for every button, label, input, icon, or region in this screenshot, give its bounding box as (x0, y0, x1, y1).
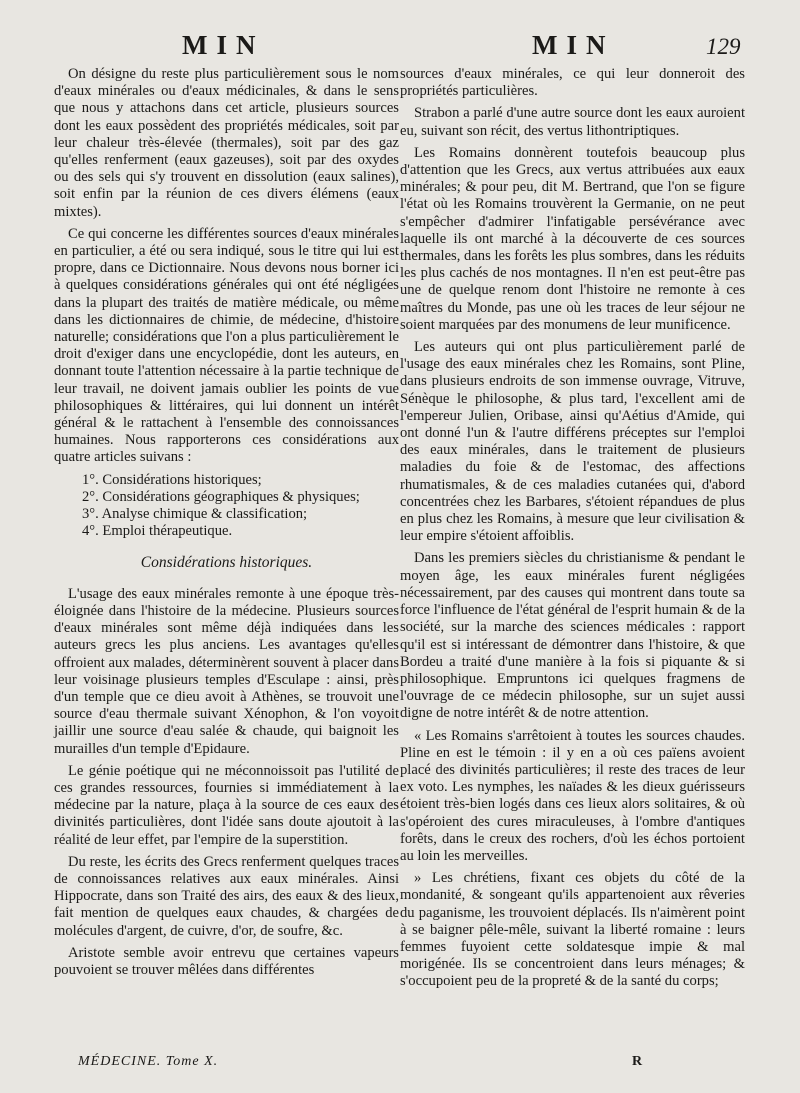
paragraph: Dans les premiers siècles du christianisme & pendant le moyen âge, les eaux minérales furent négligées nécessairement, par des causes qui montrent dans toute sa force l'influence de l'état général de l'esprit humain & de la société, sur la marche des sciences médicales : rapport qu'il est si intéressant de démontrer dans l'histoire, & que Bordeu a traité d'une manière à la fois si piquante & si philosophique. Empruntons ici quelques fragmens de l'ouvrage de ce médecin philosophe, sur un sujet aussi digne de notre intérêt & de notre attention. (400, 550, 745, 722)
running-head-right: MIN (532, 30, 615, 60)
paragraph: Du reste, les écrits des Grecs renferment quelques traces de connoissances relatives aux eaux minérales. Ainsi Hippocrate, dans son Traité des airs, des eaux & des lieux, fait mention de quelques eaux chaudes, & chargées de molécules d'argent, de cuivre, d'or, de soufre, &c. (54, 853, 399, 939)
list-item: 3°. Analyse chimique & classification; (82, 506, 308, 523)
list-item: 2°. Considérations géographiques & physiques; (82, 488, 360, 505)
paragraph: « Les Romains s'arrêtoient à toutes les sources chaudes. Pline en est le témoin : il y en a où ces païens avoient placé des divinités particulières; il reste des traces de leur ex voto. Les nymphes, les naïades & les dieux guérisseurs étoient très-bien logés dans ces lieux alors solitaires, & où s'opéroient des cures miraculeuses, à l'ombre d'antiques forêts, dans le creux des rochers, d'où les échos portoient au loin les merveilles. (400, 727, 745, 864)
paragraph: Ce qui concerne les différentes sources d'eaux minérales en particulier, a été ou sera indiqué, sous le titre qui lui est propre, dans ce Dictionnaire. Nous devons nous borner ici à quelques considérations générales qui ont été négligées dans la plupart des traités de matière médicale, ou même dans les dictionnaires de chimie, de médecine, d'histoire naturelle; considérations que l'on a plus particulièrement le droit d'exiger dans une encyclopédie, dont les auteurs, en donnant toute l'attention nécessaire à la partie technique de leur travail, ne doivent jamais oublier les points de vue philosophiques & littéraires, qui lui donnent un intérêt général & le rattachent à l'ensemble des connoissances humaines. Nous rapporterons ces considérations aux quatre articles suivans : (54, 225, 399, 466)
paragraph: Aristote semble avoir entrevu que certaines vapeurs pouvoient se trouver mêlées dans différentes (54, 944, 399, 978)
page-number: 129 (706, 34, 741, 59)
paragraph: Strabon a parlé d'une autre source dont les eaux auroient eu, suivant son récit, des vertus lithontriptiques. (400, 105, 745, 139)
paragraph: L'usage des eaux minérales remonte à une époque très-éloignée dans l'histoire de la médecine. Plusieurs sources d'eaux minérales sont même déjà indiquées dans les auteurs grecs les plus anciens. Les avantages qu'elles offroient aux malades, déterminèrent souvent à placer dans leur voisinage plusieurs temples d'Esculape : ainsi, près d'un temple que ce dieu avoit à Athènes, se trouvoit une source d'eau thermale suivant Xénophon, & l'on voyoit jaillir une source d'eau salée & chaude, qui baignoit les murailles d'un temple d'Epidaure. (54, 585, 399, 757)
list-item: 1°. Considérations historiques; (82, 471, 262, 488)
right-column (400, 66, 745, 996)
paragraph: sources d'eaux minérales, ce qui leur donneroit des propriétés particulières. (400, 66, 745, 100)
paragraph: On désigne du reste plus particulièrement sous le nom d'eaux minérales ou d'eaux médicinales, & dans le sens que nous y attachons dans cet article, plusieurs sources dont les eaux possèdent des propriétés médicales, soit par leur chaleur très-élevée (thermales), soit par des gaz qu'elles renferment (eaux gazeuses), soit par des oxydes ou des sels qui s'y trouvent en dissolution (eaux salines), soit enfin par la réunion de ces divers élémens (eaux mixtes). (54, 66, 399, 220)
section-heading: Considérations historiques. (140, 554, 313, 572)
paragraph: » Les chrétiens, fixant ces objets du côté de la mondanité, & songeant qu'ils appartenoient aux rêveries du paganisme, les trouvoient déplacés. Ils n'aimèrent point à se baigner pêle-mêle, suivant la liberté romaine : leurs femmes fuyoient cette soldatesque impie & mal morigénée. Ils se concentroient dans leurs ménages; & s'occupoient peu de la propreté & de la santé du corps; (400, 870, 745, 990)
paragraph: Les Romains donnèrent toutefois beaucoup plus d'attention que les Grecs, aux vertus attribuées aux eaux minérales; & pour peu, dit M. Bertrand, que l'on se figure l'état où les Romains trouvèrent la Germanie, on ne peut s'empêcher d'admirer l'infatigable persévérance avec laquelle ils ont marché à la découverte de ces sources thermales, dans les forêts les plus sombres, dans les réduits les plus cachés de nos montagnes. Il n'en est peut-être pas une de quelque renom dont l'histoire ne remonte à ces maîtres du Monde, pas une où les traces de leur séjour ne soient marquées par des monumens de leur munificence. (400, 144, 745, 333)
list-item: 4°. Emploi thérapeutique. (82, 523, 233, 540)
paragraph: Les auteurs qui ont plus particulièrement parlé de l'usage des eaux minérales chez les Romains, sont Pline, dans plusieurs endroits de son immense ouvrage, Vitruve, Sénèque le philosophe, & plus tard, l'excellent ami de l'empereur Julien, Oribase, ainsi qu'Aétius d'Amide, qui ont donné l'un & l'autre différens préceptes sur l'emploi des eaux minérales, dans le traitement de plusieurs maladies du foie & de l'estomac, des affections rhumatismales, & de ces maladies cutanées qui, d'abord concentrées chez les Barbares, s'étoient répandues de plus en plus chez les Romains, à mesure que leur civilisation & leur empire s'étoient affoiblis. (400, 339, 745, 545)
running-head-left: MIN (182, 30, 265, 60)
left-column (54, 66, 399, 984)
paragraph: Le génie poétique qui ne méconnoissoit pas l'utilité de ces grandes ressources, fournies si immédiatement à la médecine par la nature, plaça à la source de ces eaux des divinités particulières, dont l'idée sans doute ajoutoit à la réalité de leur effet, par l'empire de la superstition. (54, 762, 399, 848)
volume-footer: MÉDECINE. Tome X. (78, 1054, 219, 1069)
signature-mark: R (632, 1054, 643, 1069)
